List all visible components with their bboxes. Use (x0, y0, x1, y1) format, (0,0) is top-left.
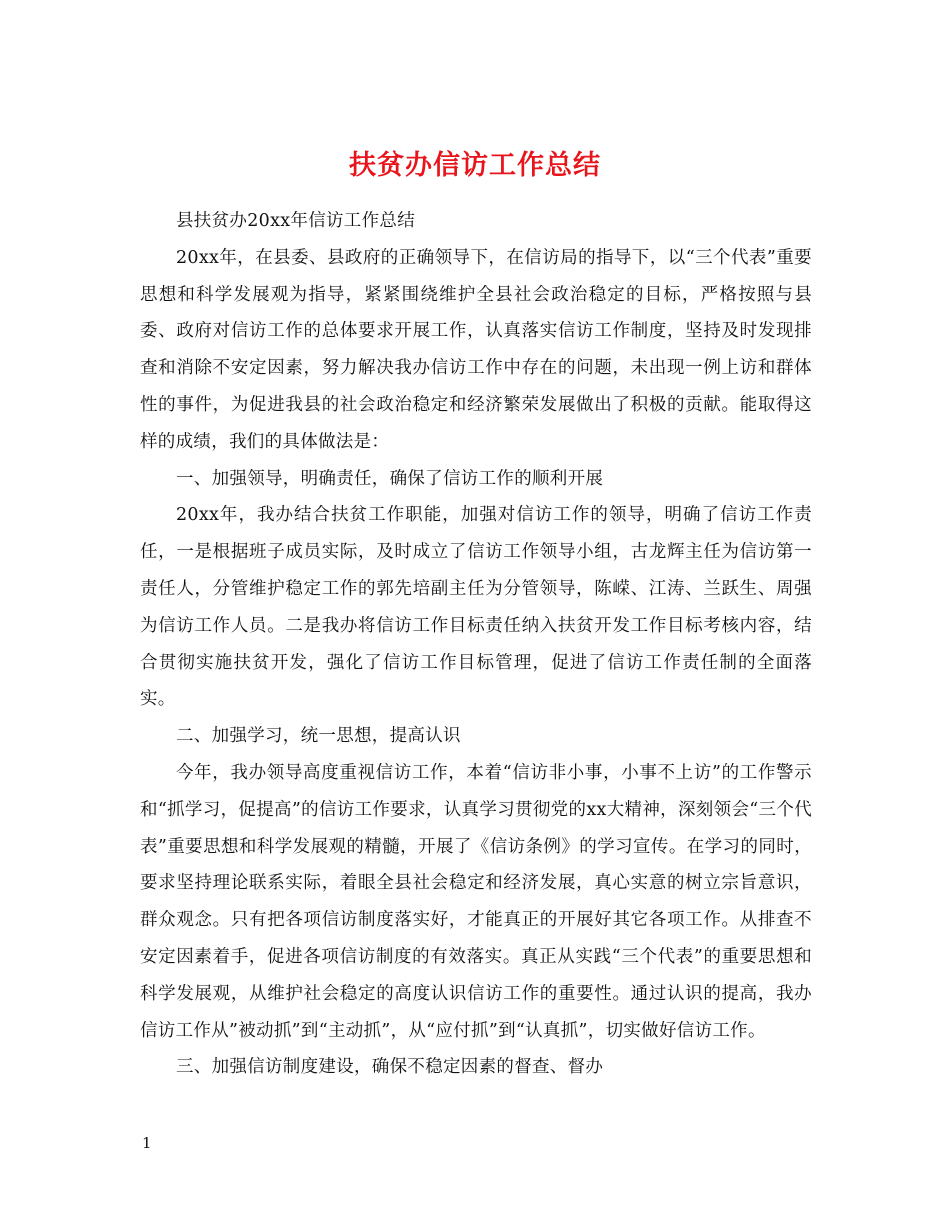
section-heading-1: 一、加强领导，明确责任，确保了信访工作的顺利开展 (176, 468, 604, 489)
section-heading-2: 二、加强学习，统一思想，提高认识 (176, 726, 461, 747)
document-body (140, 203, 812, 1086)
section-2-paragraph: 今年，我办领导高度重视信访工作，本着“信访非小事，小事不上访”的工作警示和“抓学习，促提高”的信访工作要求，认真学习贯彻党的xx大精神，深刻领会“三个代表”重要思想和科学发展观的精髓，开展了《信访条例》的学习宣传。在学习的同时，要求坚持理论联系实际，着眼全县社会稳定和经济发展，真心实意的树立宗旨意识，群众观念。只有把各项信访制度落实好，才能真正的开展好其它各项工作。从排查不安定因素着手，促进各项信访制度的有效落实。真正从实践“三个代表”的重要思想和科学发展观，从维护社会稳定的高度认识信访工作的重要性。通过认识的提高，我办信访工作从”被动抓”到“主动抓”，从“应付抓”到“认真抓”，切实做好信访工作。 (140, 762, 812, 1041)
section-1-paragraph: 20xx年，我办结合扶贫工作职能，加强对信访工作的领导，明确了信访工作责任，一是根据班子成员实际，及时成立了信访工作领导小组，古龙辉主任为信访第一责任人，分管维护稳定工作的郭先培副主任为分管领导，陈嵘、江涛、兰跃生、周强为信访工作人员。二是我办将信访工作目标责任纳入扶贫开发工作目标考核内容，结合贯彻实施扶贫开发，强化了信访工作目标管理，促进了信访工作责任制的全面落实。 (140, 505, 812, 710)
intro-paragraph: 20xx年，在县委、县政府的正确领导下，在信访局的指导下，以“三个代表”重要思想和科学发展观为指导，紧紧围绕维护全县社会政治稳定的目标，严格按照与县委、政府对信访工作的总体要求开展工作，认真落实信访工作制度，坚持及时发现排查和消除不安定因素，努力解决我办信访工作中存在的问题，未出现一例上访和群体性的事件，为促进我县的社会政治稳定和经济繁荣发展做出了积极的贡献。能取得这样的成绩，我们的具体做法是： (140, 247, 812, 452)
document-title: 扶贫办信访工作总结 (349, 150, 601, 182)
subtitle-paragraph: 县扶贫办20xx年信访工作总结 (176, 211, 416, 231)
section-heading-3: 三、加强信访制度建设，确保不稳定因素的督查、督办 (176, 1057, 604, 1078)
page-number: 1 (142, 1134, 152, 1152)
